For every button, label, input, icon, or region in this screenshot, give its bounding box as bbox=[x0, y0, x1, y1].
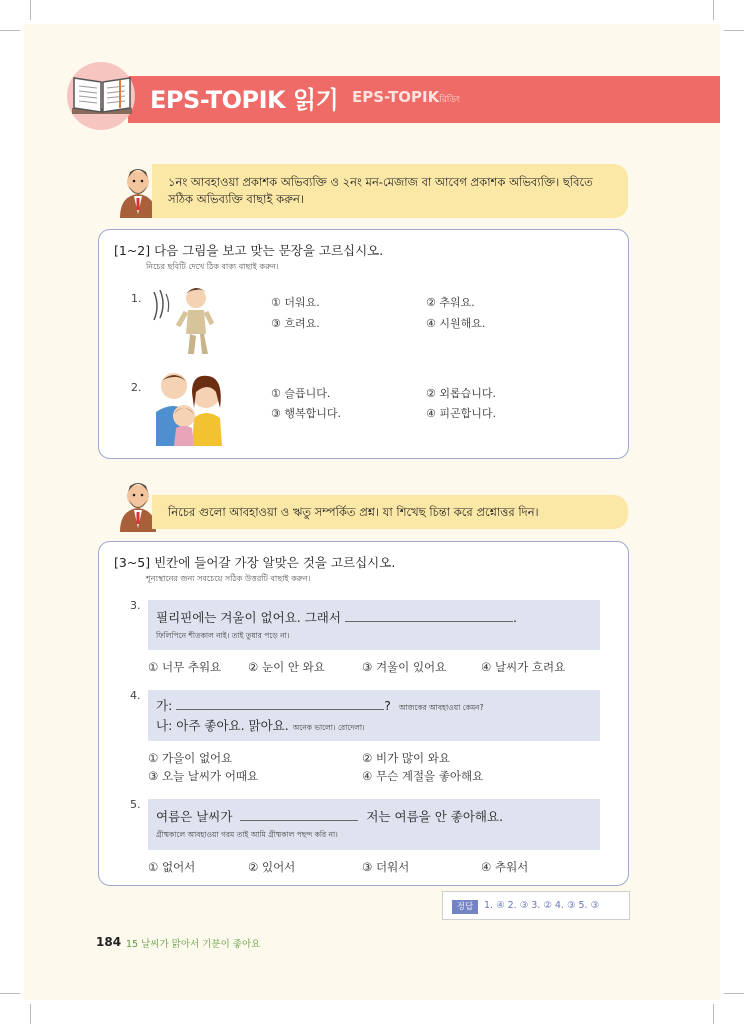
answer-blank[interactable] bbox=[240, 819, 358, 821]
hot-weather-man-illustration bbox=[150, 282, 220, 358]
question-number: 2. bbox=[131, 381, 142, 394]
question-number: 4. bbox=[130, 689, 141, 702]
option-q3-3[interactable]: ③ 겨울이 있어요 bbox=[362, 660, 447, 674]
option-q1-4[interactable]: ④ 시원해요. bbox=[426, 317, 486, 330]
option-q1-1[interactable]: ① 더워요. bbox=[271, 296, 320, 309]
note-bubble bbox=[152, 495, 628, 529]
answer-key-label: 정답 bbox=[452, 900, 478, 914]
option-q4-1[interactable]: ① 가을이 없어요 bbox=[148, 751, 233, 765]
crop-mark bbox=[724, 993, 744, 994]
option-q2-4[interactable]: ④ 피곤합니다. bbox=[426, 407, 496, 420]
note-text: নিচের গুলো আবহাওয়া ও ঋতু সম্পর্কিত প্রশ্ন। যা শিখেছ চিন্তা করে প্রশ্নোত্তর দিন। bbox=[168, 505, 539, 519]
answer-key-text: 1. ④ 2. ③ 3. ② 4. ③ 5. ③ bbox=[484, 900, 600, 911]
question-number: 1. bbox=[131, 292, 142, 305]
crop-mark bbox=[713, 0, 714, 20]
answer-blank[interactable] bbox=[176, 708, 384, 710]
crop-mark bbox=[30, 0, 31, 20]
crop-mark bbox=[724, 30, 744, 31]
option-q5-1[interactable]: ① 없어서 bbox=[148, 860, 196, 874]
answer-blank[interactable] bbox=[345, 620, 513, 622]
question-number: 3. bbox=[130, 599, 141, 612]
question-text: 여름은 날씨가 저는 여름을 안 좋아해요. bbox=[156, 809, 504, 824]
option-q3-2[interactable]: ② 눈이 안 와요 bbox=[248, 660, 325, 674]
option-q4-3[interactable]: ③ 오늘 날씨가 어때요 bbox=[148, 769, 259, 783]
crop-mark bbox=[713, 1004, 714, 1024]
page-number: 184 bbox=[96, 935, 122, 949]
option-q2-1[interactable]: ① 슬픕니다. bbox=[271, 387, 331, 400]
option-q3-1[interactable]: ① 너무 추워요 bbox=[148, 660, 222, 674]
option-q5-2[interactable]: ② 있어서 bbox=[248, 860, 296, 874]
note-bubble bbox=[152, 164, 628, 218]
note-text: ১নং আবহাওয়া প্রকাশক অভিব্যক্তি ও ২নং মন-মেজাজ বা আবেগ প্রকাশক অভিব্যক্তি। ছবিতে সঠিক অভিব্যক্তি বাছাই করুন। bbox=[168, 175, 593, 206]
question-number: 5. bbox=[130, 798, 141, 811]
option-q1-2[interactable]: ② 추워요. bbox=[426, 296, 475, 309]
page-subtitle: EPS-TOPIKরিডিং bbox=[352, 88, 460, 106]
option-q1-3[interactable]: ③ 흐려요. bbox=[271, 317, 320, 330]
question-text: 필리핀에는 겨울이 없어요. 그래서 . bbox=[156, 610, 517, 625]
open-book-icon bbox=[70, 72, 134, 120]
option-q2-2[interactable]: ② 외롭습니다. bbox=[426, 387, 496, 400]
question-translation: ফিলিপিনে শীতকাল নাই। তাই তুষার পড়ে না। bbox=[156, 631, 290, 640]
page-title: EPS-TOPIK 읽기 bbox=[150, 86, 339, 114]
section-instruction-sub: নিচের ছবিটি দেখে ঠিক বাক্য বাছাই করুন। bbox=[146, 262, 279, 271]
section-instruction-sub: শূন্যস্থানের জন্য সবচেয়ে সঠিক উত্তরটি বাছাই করুন। bbox=[146, 574, 311, 583]
option-q5-3[interactable]: ③ 더워서 bbox=[362, 860, 410, 874]
crop-mark bbox=[0, 993, 20, 994]
option-q4-4[interactable]: ④ 무슨 계절을 좋아해요 bbox=[362, 769, 484, 783]
section-instruction: [3~5] 빈칸에 들어갈 가장 알맞은 것을 고르십시오. bbox=[114, 555, 396, 570]
dialogue-line-2: 나: 아주 좋아요. 맑아요. অনেক ভালো। রোদেলা। bbox=[156, 718, 365, 733]
section-instruction: [1~2] 다음 그림을 보고 맞는 문장을 고르십시오. bbox=[114, 243, 384, 258]
crop-mark bbox=[30, 1004, 31, 1024]
question-translation: গ্রীষ্মকালে আবহাওয়া গরম তাই আমি গ্রীষ্মকাল পছন্দ করি না। bbox=[156, 830, 338, 839]
option-q2-3[interactable]: ③ 행복합니다. bbox=[271, 407, 341, 420]
chapter-title: 15 날씨가 맑아서 기분이 좋아요 bbox=[126, 939, 261, 950]
dialogue-line-1: 가: ? আজকের আবহাওয়া কেমন? bbox=[156, 698, 484, 713]
option-q4-2[interactable]: ② 비가 많이 와요 bbox=[362, 751, 450, 765]
option-q3-4[interactable]: ④ 날씨가 흐려요 bbox=[481, 660, 566, 674]
crop-mark bbox=[0, 30, 20, 31]
option-q5-4[interactable]: ④ 추워서 bbox=[481, 860, 529, 874]
happy-family-illustration bbox=[148, 368, 228, 448]
